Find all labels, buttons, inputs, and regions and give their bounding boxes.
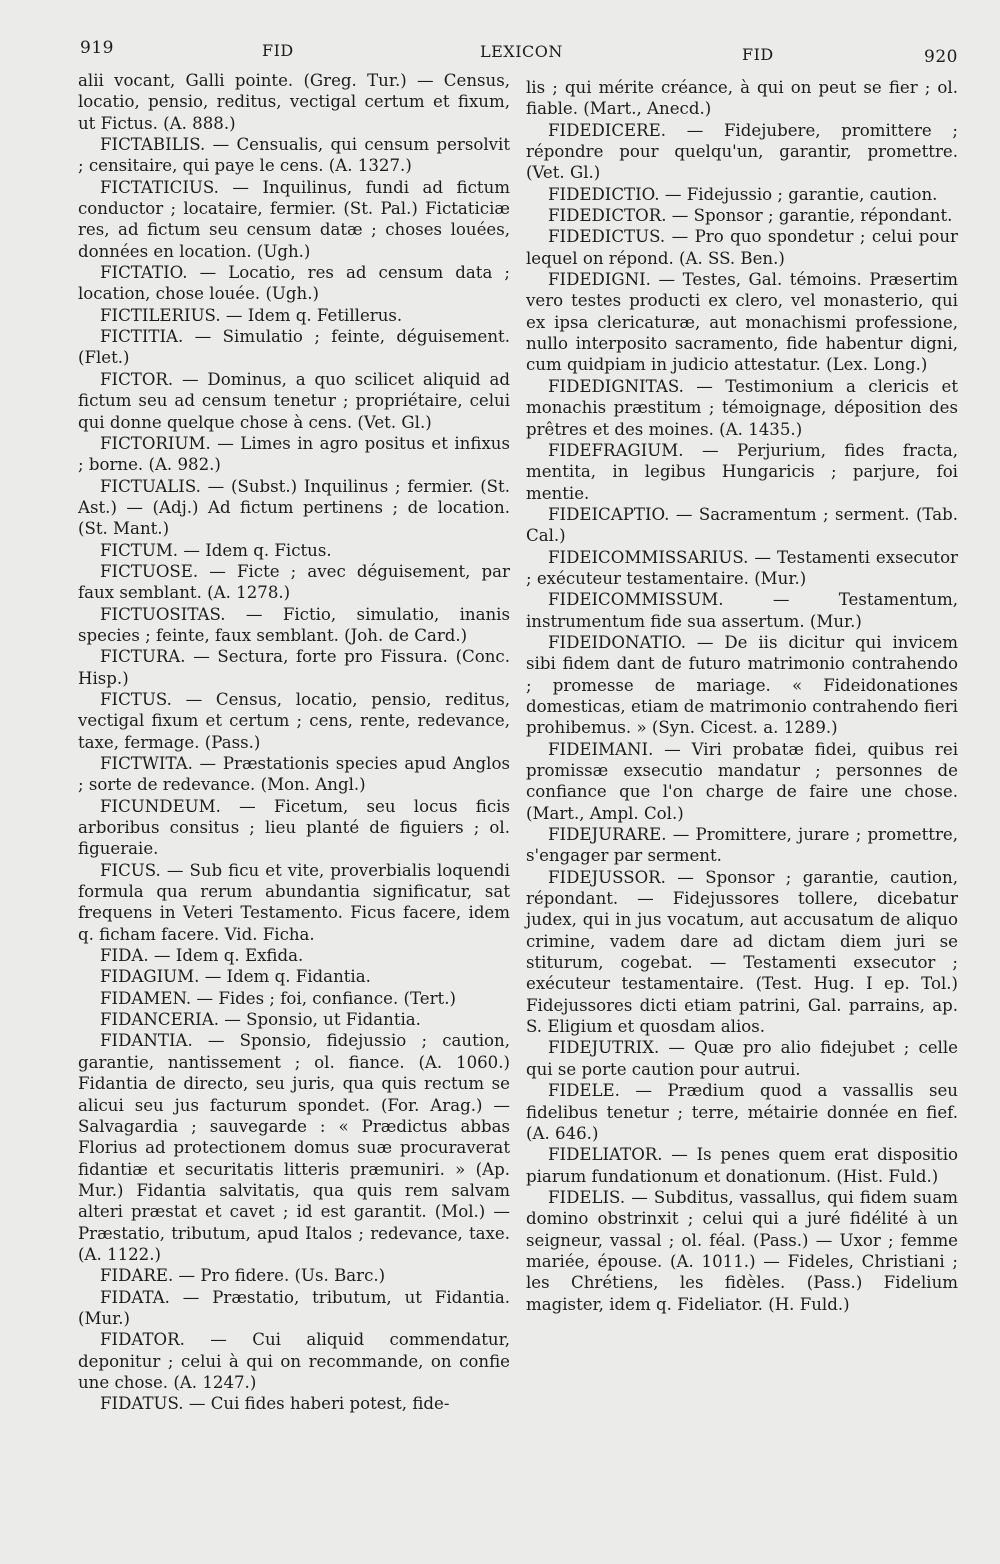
left-column — [78, 70, 510, 1415]
dictionary-entry: FIDARE. — Pro fidere. (Us. Barc.) — [100, 1266, 386, 1286]
running-headword-right: FID — [742, 45, 774, 64]
page-number-left: 919 — [80, 38, 114, 58]
dictionary-entry: FICTORIUM. — Limes in agro positus et infixus ; borne. (A. 982.) — [78, 433, 510, 475]
dictionary-entry: FIDAMEN. — Fides ; foi, confiance. (Tert.) — [100, 988, 456, 1008]
dictionary-entry: FICTURA. — Sectura, forte pro Fissura. (Conc. Hisp.) — [78, 647, 510, 688]
dictionary-entry: FICTUM. — Idem q. Fictus. — [100, 540, 332, 560]
dictionary-entry: FICTITIA. — Simulatio ; feinte, déguisement. (Flet.) — [78, 327, 510, 368]
dictionary-entry: FICTILERIUS. — Idem q. Fetillerus. — [100, 305, 403, 325]
dictionary-entry: FIDEDICTUS. — Pro quo spondetur ; celui pour lequel on répond. (A. SS. Ben.) — [526, 227, 958, 268]
dictionary-entry: FIDATOR. — Cui aliquid commendatur, deponitur ; celui à qui on recommande, on confie une chose. (A. 1247.) — [78, 1330, 510, 1392]
dictionary-entry: FIDEDIGNI. — Testes, Gal. témoins. Præsertim vero testes producti ex clero, vel monasterio, qui ex ipsa clericaturæ, aut monachismi professione, nullo interposito sacramento, fide habentur digni, cum quidpiam in judicio attestatur. (Lex. Long.) — [526, 270, 958, 375]
dictionary-entry: FIDA. — Idem q. Exfida. — [100, 946, 304, 966]
right-column — [526, 77, 958, 1315]
dictionary-entry: FIDELE. — Prædium quod a vassallis seu fidelibus tenetur ; terre, métairie donnée en fief. (A. 646.) — [526, 1081, 958, 1143]
dictionary-entry: alii vocant, Galli pointe. (Greg. Tur.) — Census, locatio, pensio, reditus, vectigal certum et fixum, ut Fictus. (A. 888.) — [78, 71, 510, 133]
page-number-right: 920 — [924, 47, 958, 67]
dictionary-entry: FICTATICIUS. — Inquilinus, fundi ad fictum conductor ; locataire, fermier. (St. Pal.) Fictaticiæ res, ad fictum seu censum datæ ; choses louées, données en location. (Ugh.) — [78, 177, 510, 261]
dictionary-entry: FIDEICOMMISSUM. — Testamentum, instrumentum fide sua assertum. (Mur.) — [526, 590, 958, 631]
dictionary-entry: FICTATIO. — Locatio, res ad censum data ; location, chose louée. (Ugh.) — [78, 263, 510, 304]
dictionary-entry: FIDEICOMMISSARIUS. — Testamenti exsecutor ; exécuteur testamentaire. (Mur.) — [526, 547, 958, 588]
dictionary-entry: FIDEJUSSOR. — Sponsor ; garantie, caution, répondant. — Fidejussores tollere, dicebatur judex, qui in jus vocatum, aut accusatum de aliquo crimine, vadem dare ad dictam diem juri se stiturum, cogebat. — Testamenti exsecutor ; exécuteur testamentaire. (Test. Hug. I ep. Tol.) Fidejussores dicti etiam patrini, Gal. parrains, ap. S. Eligium et quosdam alios. — [526, 867, 958, 1037]
dictionary-entry: FIDEJURARE. — Promittere, jurare ; promettre, s'engager par serment. — [526, 825, 958, 866]
dictionary-entry: FIDELIATOR. — Is penes quem erat dispositio piarum fundationum et donationum. (Hist. Fuld.) — [526, 1145, 958, 1186]
dictionary-entry: FIDEIMANI. — Viri probatæ fidei, quibus rei promissæ exsecutio mandatur ; personnes de confiance que l'on charge de faire une chose. (Mart., Ampl. Col.) — [526, 739, 958, 823]
dictionary-entry: FICTUS. — Census, locatio, pensio, reditus, vectigal fixum et certum ; cens, rente, redevance, taxe, fermage. (Pass.) — [78, 689, 510, 752]
dictionary-entry: lis ; qui mérite créance, à qui on peut se fier ; ol. fiable. (Mart., Anecd.) — [526, 78, 958, 119]
dictionary-entry: FIDEIDONATIO. — De iis dicitur qui invicem sibi fidem dant de futuro matrimonio contrahendo ; promesse de mariage. « Fideidonationes domesticas, etiam de matrimonio contrahendo fieri prohibemus. » (Syn. Cicest. a. 1289.) — [526, 632, 958, 738]
dictionary-entry: FIDAGIUM. — Idem q. Fidantia. — [100, 967, 371, 987]
dictionary-entry: FICTABILIS. — Censualis, qui censum persolvit ; censitaire, qui paye le cens. (A. 1327.) — [78, 135, 510, 176]
dictionary-entry: FIDEJUTRIX. — Quæ pro alio fidejubet ; celle qui se porte caution pour autrui. — [526, 1038, 958, 1079]
dictionary-entry: FICTUOSITAS. — Fictio, simulatio, inanis species ; feinte, faux semblant. (Joh. de Card.) — [78, 604, 510, 645]
dictionary-entry: FICTWITA. — Præstationis species apud Anglos ; sorte de redevance. (Mon. Angl.) — [78, 754, 510, 795]
dictionary-entry: FIDATA. — Præstatio, tributum, ut Fidantia. (Mur.) — [78, 1287, 510, 1328]
dictionary-entry: FIDEICAPTIO. — Sacramentum ; serment. (Tab. Cal.) — [526, 504, 958, 546]
running-title: LEXICON — [480, 42, 563, 61]
dictionary-entry: FIDELIS. — Subditus, vassallus, qui fidem suam domino obstrinxit ; celui qui a juré fidélité à un seigneur, vassal ; ol. féal. (Pass.) — Uxor ; femme mariée, épouse. (A. 1011.) — Fideles, Christiani ; les Chrétiens, les fidèles. (Pass.) Fidelium magister, idem q. Fideliator. (H. Fuld.) — [526, 1187, 958, 1314]
dictionary-entry: FICUS. — Sub ficu et vite, proverbialis loquendi formula qua rerum abundantia significatur, sat frequens in Veteri Testamento. Ficus facere, idem q. ficham facere. Vid. Ficha. — [78, 860, 510, 944]
dictionary-entry: FICTUOSE. — Ficte ; avec déguisement, par faux semblant. (A. 1278.) — [78, 561, 510, 603]
dictionary-entry: FIDANTIA. — Sponsio, fidejussio ; caution, garantie, nantissement ; ol. fiance. (A. 1060.) Fidantia de directo, seu juris, qua quis rectum se alicui seu jus facturum spondet. (For. Arag.) — Salvagardia ; sauvegarde : « Prædictus abbas Florius ad protectionem domus suæ procuraverat fidantiæ et securitatis litteris præmuniri. » (Ap. Mur.) Fidantia salvitatis, qua quis rem salvam alteri præstat et cavet ; id est garantit. (Mol.) — Præstatio, tributum, apud Italos ; redevance, taxe. (A. 1122.) — [78, 1031, 510, 1264]
dictionary-entry: FIDANCERIA. — Sponsio, ut Fidantia. — [100, 1010, 421, 1030]
running-headword-left: FID — [262, 41, 294, 60]
dictionary-entry: FIDEFRAGIUM. — Perjurium, fides fracta, mentita, in legibus Hungaricis ; parjure, foi mentie. — [526, 440, 958, 503]
dictionary-entry: FICTUALIS. — (Subst.) Inquilinus ; fermier. (St. Ast.) — (Adj.) Ad fictum pertinens ; de location. (St. Mant.) — [78, 476, 510, 539]
dictionary-entry: FICUNDEUM. — Ficetum, seu locus ficis arboribus consitus ; lieu planté de figuiers ; ol. figueraie. — [78, 796, 510, 859]
dictionary-entry: FICTOR. — Dominus, a quo scilicet aliquid ad fictum seu ad censum tenetur ; propriétaire, celui qui donne quelque chose à cens. (Vet. Gl.) — [78, 369, 510, 432]
dictionary-entry: FIDEDICERE. — Fidejubere, promittere ; répondre pour quelqu'un, garantir, promettre. (Vet. Gl.) — [526, 120, 958, 183]
dictionary-entry: FIDATUS. — Cui fides haberi potest, fide- — [100, 1394, 450, 1414]
dictionary-entry: FIDEDICTIO. — Fidejussio ; garantie, caution. — [548, 184, 938, 204]
dictionary-entry: FIDEDICTOR. — Sponsor ; garantie, répondant. — [548, 206, 953, 226]
dictionary-entry: FIDEDIGNITAS. — Testimonium a clericis et monachis præstitum ; témoignage, déposition des prêtres et des moines. (A. 1435.) — [526, 376, 958, 439]
